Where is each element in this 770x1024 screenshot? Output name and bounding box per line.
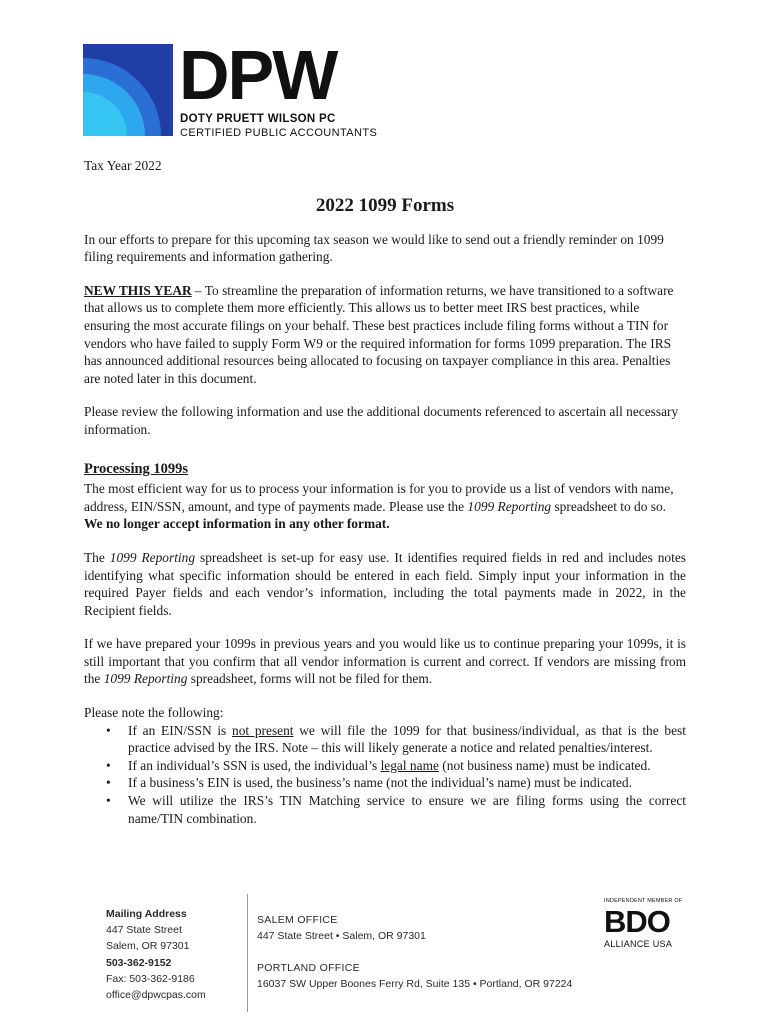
mailing-line-1: 447 State Street — [106, 924, 182, 937]
salem-office-address: 447 State Street • Salem, OR 97301 — [257, 930, 426, 942]
logo-subtitle: CERTIFIED PUBLIC ACCOUNTANTS — [180, 127, 378, 139]
mailing-label: Mailing Address — [106, 908, 187, 920]
list-item: • If an individual’s SSN is used, the individual’s legal name (not business name) must be indicated. — [128, 757, 686, 775]
portland-office-label: PORTLAND OFFICE — [257, 962, 360, 974]
email-address: office@dpwcpas.com — [106, 989, 206, 1002]
processing-paragraph-2: The 1099 Reporting spreadsheet is set-up for easy use. It identifies required fields in red and includes notes identifying what specific information should be entered in each field. Simply input your information in the required Payer fields and each vendor’s information, including the total payments made in 2022, in the Recipient fields. — [84, 549, 686, 618]
portland-office-address: 16037 SW Upper Boones Ferry Rd, Suite 135 • Portland, OR 97224 — [257, 978, 573, 990]
review-paragraph: Please review the following information and use the additional documents referenced to ascertain all necessary information. — [84, 404, 679, 437]
dpw-logo — [83, 36, 403, 144]
phone-number: 503-362-9152 — [106, 956, 172, 969]
footer-divider — [247, 894, 248, 1012]
notes-intro: Please note the following: — [84, 705, 224, 721]
bdo-alliance-text: ALLIANCE USA — [604, 939, 673, 949]
mailing-line-2: Salem, OR 97301 — [106, 940, 190, 953]
page-footer — [0, 892, 770, 1024]
notes-list — [84, 722, 686, 828]
salem-office-label: SALEM OFFICE — [257, 914, 338, 926]
bdo-member-text: INDEPENDENT MEMBER OF — [604, 898, 683, 904]
intro-paragraph: In our efforts to prepare for this upcoming tax season we would like to send out a friendly reminder on 1099 filing requirements and information gathering. — [84, 231, 664, 265]
page-title: 2022 1099 Forms — [315, 194, 455, 216]
bdo-wordmark: BDO — [604, 904, 670, 939]
mailing-block — [106, 906, 206, 1003]
new-this-year-paragraph — [84, 282, 686, 388]
processing-paragraph-1: The most efficient way for us to process your information is for you to provide us a list of vendors with name, address, EIN/SSN, amount, and type of payments made. Please use the 1099 Reporting spreadsheet to do so. We no longer accept information in any other format. — [84, 481, 674, 532]
fax-number: Fax: 503-362-9186 — [106, 972, 195, 985]
new-this-year-label: NEW THIS YEAR — [84, 282, 192, 298]
document-body — [84, 157, 686, 827]
list-item: • We will utilize the IRS’s TIN Matching service to ensure we are filing forms using the correct name/TIN combination. — [128, 792, 686, 827]
processing-heading: Processing 1099s — [84, 460, 189, 477]
spreadsheet-name: 1099 Reporting — [109, 549, 196, 565]
list-item: • If a business’s EIN is used, the business’s name (not the individual’s name) must be indicated. — [128, 774, 686, 792]
new-this-year-text: – To streamline the preparation of information returns, we have transitioned to a software that allows us to complete them more efficiently. This allows us to better meet IRS best practices, while ensuring the most accurate filings on your behalf. These best practices include filing forms without a TIN for vendors who have failed to supply Form W9 or the required information for forms 1099 preparation. The IRS has announced additional resources being allocated to focusing on taxpayer compliance in this area. Penalties are noted later in this document. — [84, 282, 674, 386]
spreadsheet-name: 1099 Reporting — [103, 671, 188, 687]
processing-paragraph-3: If we have prepared your 1099s in previous years and you would like us to continue preparing your 1099s, it is still important that you confirm that all vendor information is current and correct. If vendors are missing from the 1099 Reporting spreadsheet, forms will not be filed for them. — [84, 636, 686, 687]
bdo-alliance-logo — [604, 898, 683, 949]
logo-firm-name: DOTY PRUETT WILSON PC — [180, 113, 336, 125]
spreadsheet-name: 1099 Reporting — [467, 498, 552, 514]
format-warning: We no longer accept information in any other format. — [84, 516, 390, 532]
tax-year: Tax Year 2022 — [84, 158, 162, 173]
list-item: • If an EIN/SSN is not present we will file the 1099 for that business/individual, as that is the best practice advised by the IRS. Note – this will likely generate a notice and related penalties/interest. — [128, 722, 686, 757]
logo-wordmark: DPW — [179, 36, 337, 114]
offices-block — [257, 912, 572, 992]
dpw-logo-mark — [83, 44, 173, 136]
